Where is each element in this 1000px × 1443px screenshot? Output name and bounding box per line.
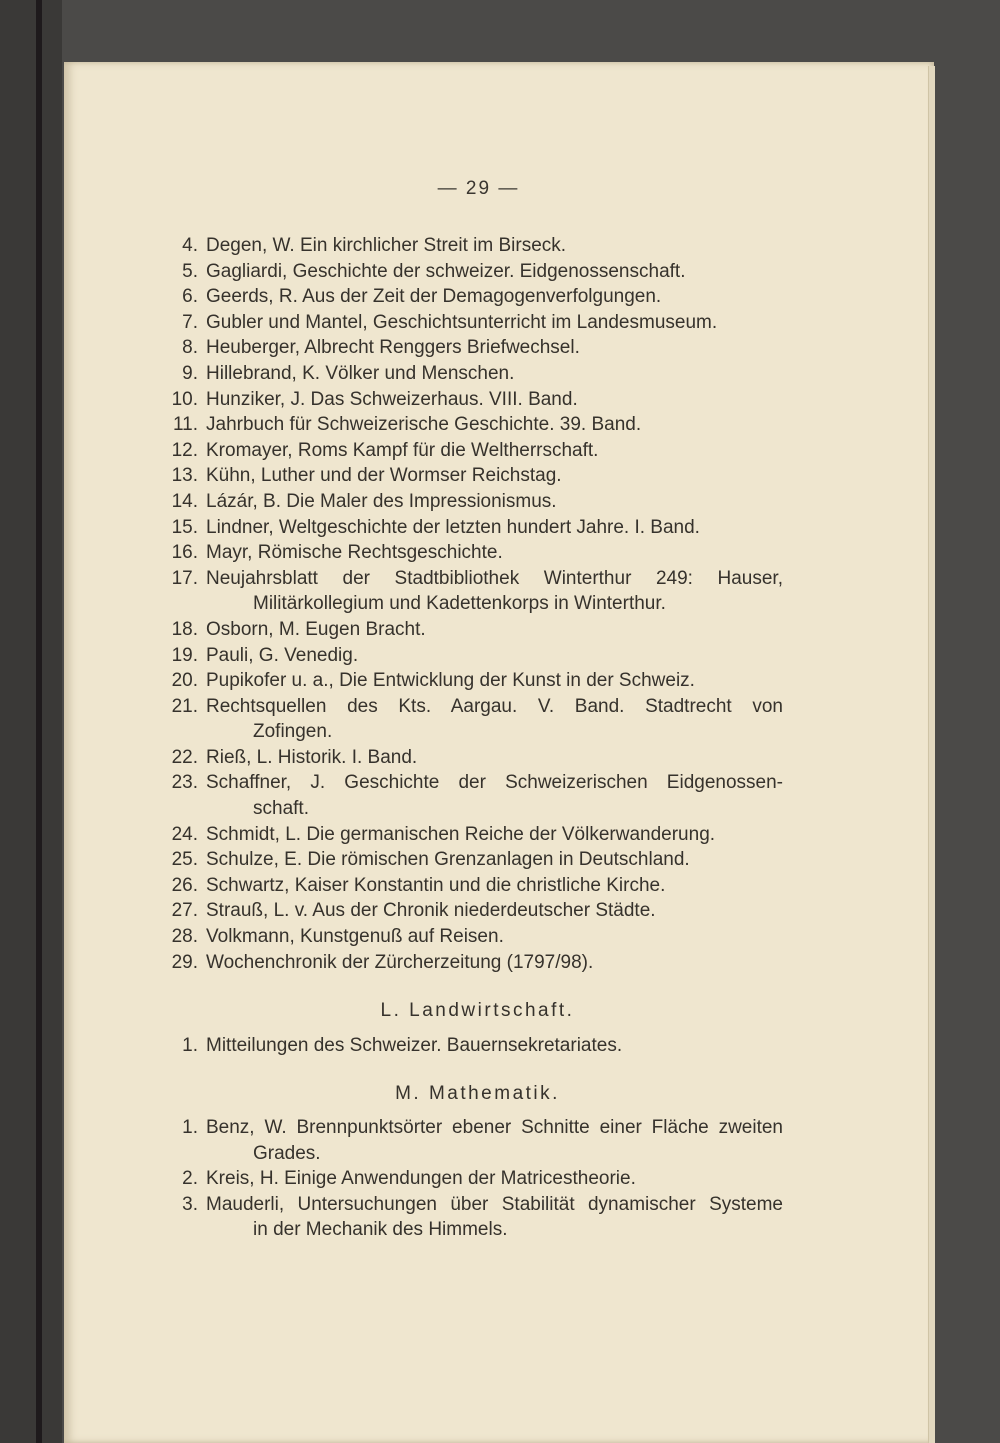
entry-number: 29. <box>171 951 198 973</box>
entry-text: Geerds, R. Aus der Zeit der Demagogenverfolgungen. <box>206 286 662 308</box>
entry-number: 17. <box>171 567 198 589</box>
entry-text: Strauß, L. v. Aus der Chronik niederdeutscher Städte. <box>206 900 656 922</box>
entry-number: 9. <box>182 362 198 384</box>
entry-number: 16. <box>171 542 198 564</box>
list-entry <box>160 1115 783 1166</box>
list-entry <box>160 1033 783 1059</box>
list-entry <box>160 412 783 438</box>
entry-text: Rechtsquellen des Kts. Aargau. V. Band. Stadtrecht von <box>206 695 783 717</box>
list-entry <box>160 950 783 976</box>
entry-text: Hunziker, J. Das Schweizerhaus. VIII. Band. <box>206 388 578 410</box>
entry-text: Volkmann, Kunstgenuß auf Reisen. <box>206 926 504 948</box>
entry-number: 3. <box>182 1193 198 1215</box>
entry-text: Mayr, Römische Rechtsgeschichte. <box>206 542 503 564</box>
list-entry <box>160 668 783 694</box>
entry-number: 6. <box>182 286 198 308</box>
entry-text: Lázár, B. Die Maler des Impressionismus. <box>206 490 557 512</box>
list-entry <box>160 1166 783 1192</box>
entry-number: 18. <box>171 618 198 640</box>
list-entry <box>160 233 783 259</box>
page-edge <box>928 66 935 1443</box>
list-entry <box>160 924 783 950</box>
entry-text: Osborn, M. Eugen Bracht. <box>206 618 426 640</box>
entry-number: 5. <box>182 260 198 282</box>
entry-text: Jahrbuch für Schweizerische Geschichte. 39. Band. <box>206 414 642 436</box>
entry-text: Schulze, E. Die römischen Grenzanlagen in Deutschland. <box>206 849 690 871</box>
entry-number: 21. <box>171 695 198 717</box>
list-entry <box>160 617 783 643</box>
entry-number: 23. <box>171 772 198 794</box>
entry-continuation: Militärkollegium und Kadettenkorps in Winterthur. <box>253 593 666 615</box>
entry-text: Mauderli, Untersuchungen über Stabilität dynamischer Systeme <box>206 1193 783 1215</box>
entry-text: Gubler und Mantel, Geschichtsunterricht im Landesmuseum. <box>206 311 718 333</box>
entry-number: 28. <box>171 926 198 948</box>
list-entry <box>160 540 783 566</box>
entry-text: Pauli, G. Venedig. <box>206 644 359 666</box>
entry-continuation: in der Mechanik des Himmels. <box>253 1219 508 1241</box>
page-number: — 29 — <box>437 178 520 199</box>
book-binding <box>0 0 62 1443</box>
entry-text: Schwartz, Kaiser Konstantin und die christliche Kirche. <box>206 874 666 896</box>
list-entry <box>160 770 783 821</box>
list-entry <box>160 745 783 771</box>
entry-text: Schaffner, J. Geschichte der Schweizerischen Eidgenossen- <box>206 772 783 794</box>
entry-number: 22. <box>171 746 198 768</box>
list-entry <box>160 515 783 541</box>
entry-text: Hillebrand, K. Völker und Menschen. <box>206 362 515 384</box>
list-entry <box>160 284 783 310</box>
list-entry <box>160 489 783 515</box>
list-entry <box>160 310 783 336</box>
list-entry <box>160 438 783 464</box>
entry-number: 1. <box>182 1117 198 1138</box>
entry-text: Benz, W. Brennpunktsörter ebener Schnitte einer Fläche zweiten <box>206 1117 783 1138</box>
entry-number: 13. <box>171 465 198 487</box>
list-entry <box>160 847 783 873</box>
entry-text: Wochenchronik der Zürcherzeitung (1797/98). <box>206 951 594 973</box>
entry-number: 15. <box>171 516 198 538</box>
list-entry <box>160 1192 783 1243</box>
list-entry <box>160 387 783 413</box>
list-entry <box>160 898 783 924</box>
entry-number: 7. <box>182 311 198 333</box>
entry-number: 11. <box>172 414 198 436</box>
entry-text: Lindner, Weltgeschichte der letzten hundert Jahre. I. Band. <box>206 516 700 538</box>
entry-text: Mitteilungen des Schweizer. Bauernsekretariates. <box>206 1034 623 1056</box>
entry-number: 8. <box>182 337 198 359</box>
entry-number: 1. <box>182 1034 198 1056</box>
list-entry <box>160 822 783 848</box>
entry-continuation: Grades. <box>253 1142 321 1164</box>
entry-number: 12. <box>171 439 198 461</box>
list-entry <box>160 335 783 361</box>
section-heading: M. Mathematik. <box>395 1083 560 1105</box>
entry-number: 10. <box>171 388 198 410</box>
entry-number: 20. <box>171 670 198 692</box>
entry-continuation: Zofingen. <box>253 721 333 743</box>
entry-number: 19. <box>171 644 198 666</box>
entry-continuation: schaft. <box>253 798 309 820</box>
entry-text: Pupikofer u. a., Die Entwicklung der Kunst in der Schweiz. <box>206 670 695 692</box>
entry-number: 4. <box>182 235 198 256</box>
bibliography-list <box>160 233 783 1243</box>
list-entry <box>160 873 783 899</box>
section-heading: L. Landwirtschaft. <box>380 1000 575 1022</box>
entry-text: Schmidt, L. Die germanischen Reiche der Völkerwanderung. <box>206 823 716 845</box>
entry-number: 27. <box>171 900 198 922</box>
entry-text: Heuberger, Albrecht Renggers Briefwechsel. <box>206 337 580 359</box>
entry-number: 24. <box>171 823 198 845</box>
entry-text: Kreis, H. Einige Anwendungen der Matricestheorie. <box>206 1168 636 1190</box>
list-entry <box>160 361 783 387</box>
entry-text: Neujahrsblatt der Stadtbibliothek Winterthur 249: Hauser, <box>206 567 783 589</box>
entry-text: Kühn, Luther und der Wormser Reichstag. <box>206 465 562 487</box>
entry-number: 14. <box>171 490 198 512</box>
entry-number: 2. <box>182 1168 198 1190</box>
binding-edge <box>36 0 42 1443</box>
list-entry <box>160 694 783 745</box>
list-entry <box>160 463 783 489</box>
list-entry <box>160 259 783 285</box>
entry-text: Rieß, L. Historik. I. Band. <box>206 746 418 768</box>
list-entry <box>160 566 783 617</box>
entry-text: Kromayer, Roms Kampf für die Weltherrschaft. <box>206 439 599 461</box>
entry-number: 25. <box>171 849 198 871</box>
list-entry <box>160 643 783 669</box>
entry-number: 26. <box>171 874 198 896</box>
entry-text: Gagliardi, Geschichte der schweizer. Eidgenossenschaft. <box>206 260 686 282</box>
entry-text: Degen, W. Ein kirchlicher Streit im Birseck. <box>206 235 567 256</box>
